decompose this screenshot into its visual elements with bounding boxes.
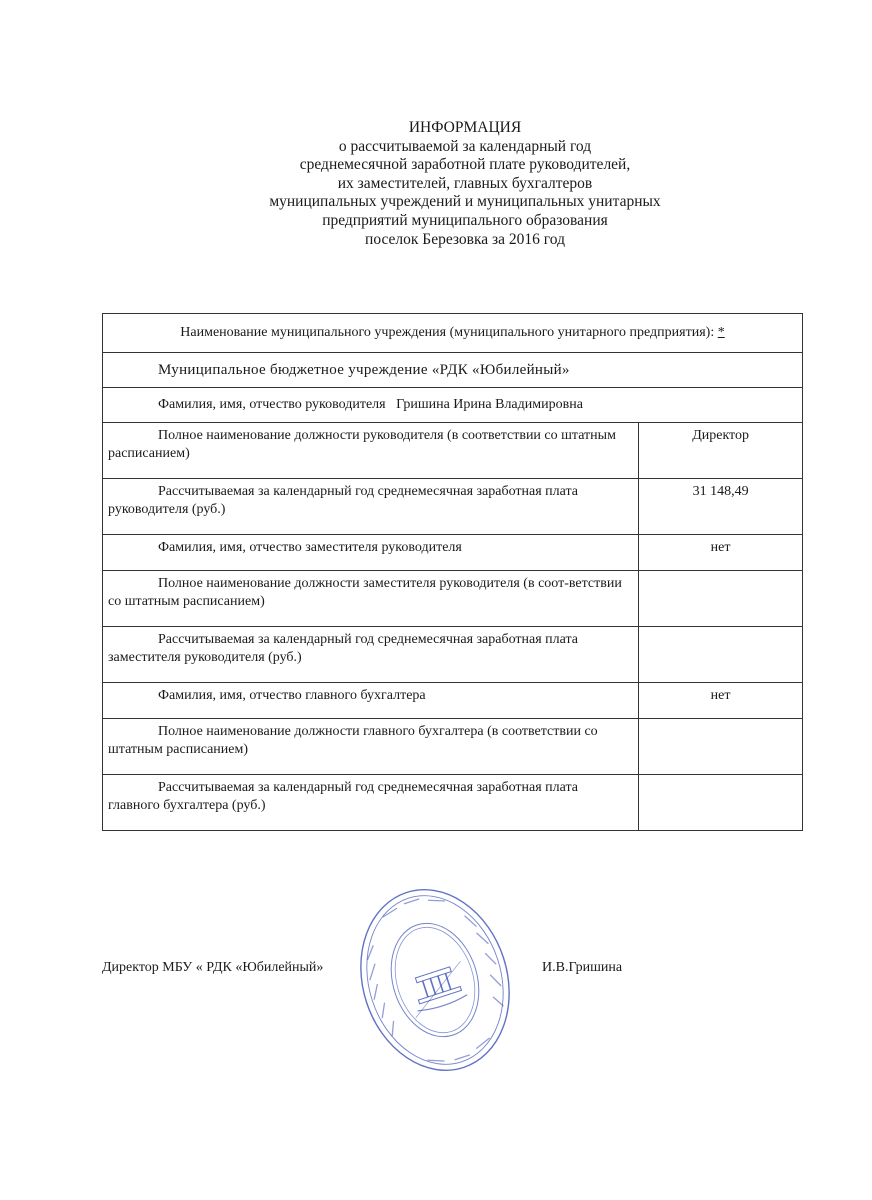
row-value	[639, 571, 803, 627]
row-value: Директор	[639, 423, 803, 479]
title-line: среднемесячной заработной плате руководителей,	[299, 156, 631, 174]
row-label: Рассчитываемая за календарный год среднемесячная заработная плата заместителя руководителя (руб.)	[103, 627, 639, 683]
row-value	[639, 627, 803, 683]
table-row	[103, 571, 803, 627]
header-text: Наименование муниципального учреждения (муниципального унитарного предприятия):	[180, 325, 715, 340]
row-label: Полное наименование должности заместителя руководителя (в соот-ветствии со штатным расписанием)	[103, 571, 639, 627]
title-line: о рассчитываемой за календарный год	[338, 137, 592, 155]
table-row	[103, 683, 803, 719]
info-table	[102, 313, 803, 831]
footnote-mark: *	[717, 325, 725, 340]
table-row	[103, 719, 803, 775]
title-line: муниципальных учреждений и муниципальных унитарных	[269, 193, 661, 211]
signatory-position: Директор МБУ « РДК «Юбилейный»	[102, 960, 324, 975]
signatory-name: И.В.Гришина	[542, 960, 623, 975]
title-line: ИНФОРМАЦИЯ	[408, 119, 522, 136]
title-line: предприятий муниципального образования	[322, 211, 608, 229]
row-label: Полное наименование должности руководителя (в соответствии со штатным расписанием)	[103, 423, 639, 479]
document-title	[180, 119, 750, 249]
row-label: Полное наименование должности главного бухгалтера (в соответствии со штатным расписанием)	[103, 719, 639, 775]
head-fio-row	[103, 388, 803, 423]
row-value: нет	[639, 683, 803, 719]
row-value	[639, 775, 803, 831]
institution-row	[103, 353, 803, 388]
table-row	[103, 423, 803, 479]
row-label: Фамилия, имя, отчество заместителя руководителя	[103, 535, 639, 571]
table-row	[103, 535, 803, 571]
table-row	[103, 479, 803, 535]
organization-stamp	[355, 880, 515, 1080]
row-value: 31 148,49	[639, 479, 803, 535]
row-label: Рассчитываемая за календарный год среднемесячная заработная плата руководителя (руб.)	[103, 479, 639, 535]
institution-name: Муниципальное бюджетное учреждение «РДК «Юбилейный»	[103, 353, 803, 388]
row-label: Фамилия, имя, отчество главного бухгалтера	[103, 683, 639, 719]
title-line: поселок Березовка за 2016 год	[365, 230, 565, 248]
row-value	[639, 719, 803, 775]
head-fio-value: Гришина Ирина Владимировна	[396, 397, 583, 412]
table-header	[103, 314, 803, 353]
table-row	[103, 627, 803, 683]
title-line: их заместителей, главных бухгалтеров	[337, 174, 593, 192]
table-row	[103, 775, 803, 831]
table-header-row	[103, 314, 803, 353]
row-value: нет	[639, 535, 803, 571]
row-label: Рассчитываемая за календарный год среднемесячная заработная плата главного бухгалтера (руб.)	[103, 775, 639, 831]
head-fio-cell	[103, 388, 803, 423]
head-fio-label: Фамилия, имя, отчество руководителя	[158, 397, 386, 412]
